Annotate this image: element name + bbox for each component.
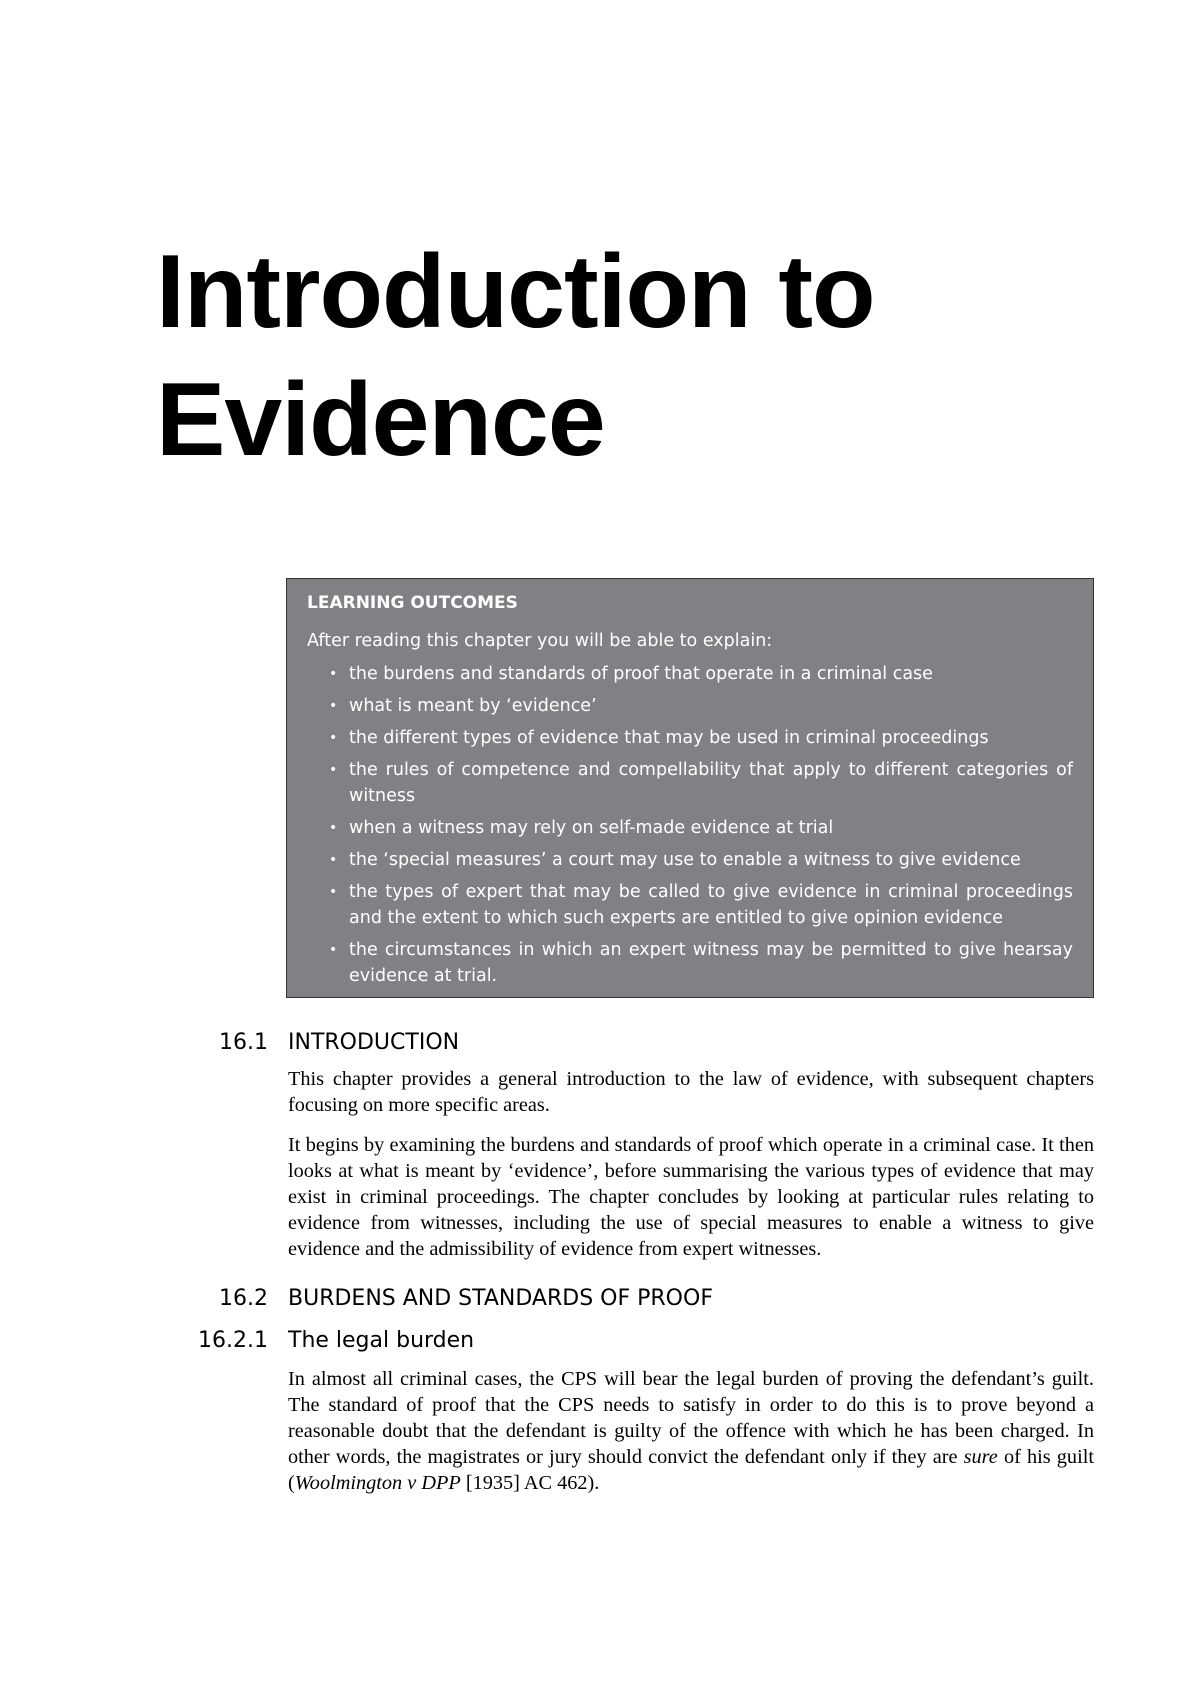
legal-burden-paragraph	[288, 1366, 1094, 1496]
section-number-16-2: 16.2	[219, 1286, 268, 1311]
section-heading-introduction: INTRODUCTION	[288, 1030, 460, 1055]
legal-burden-text-3: [1935] AC 462).	[460, 1472, 600, 1494]
section-heading-burdens-standards: BURDENS AND STANDARDS OF PROOF	[288, 1286, 713, 1311]
subsection-number-16-2-1: 16.2.1	[198, 1328, 268, 1353]
chapter-title	[156, 228, 1116, 484]
learning-outcome-item: • when a witness may rely on self-made evidence at trial	[329, 815, 1073, 841]
introduction-paragraph-2: It begins by examining the burdens and standards of proof which operate in a criminal case. It then looks at what is meant by ‘evidence’, before summarising the various types of evidence that may exist in criminal proceedings. The chapter concludes by looking at particular rules relating to evidence from witnesses, including the use of special measures to enable a witness to give evidence and the admissibility of evidence from expert witnesses.	[288, 1134, 1094, 1260]
learning-outcome-item: • the burdens and standards of proof that operate in a criminal case	[329, 661, 1073, 687]
introduction-paragraph-1: This chapter provides a general introduction to the law of evidence, with subsequent chapters focusing on more specific areas.	[288, 1068, 1094, 1116]
chapter-title-line-1: Introduction to	[156, 234, 875, 350]
legal-burden-text-1: In almost all criminal cases, the CPS will bear the legal burden of proving the defendant’s guilt. The standard of proof that the CPS needs to satisfy in order to do this is to prove beyond a reasonable doubt that the defendant is guilty of the offence with which he has been charged. In other words, the magistrates or jury should convict the defendant only if they are	[288, 1368, 1094, 1468]
learning-outcome-item: • the different types of evidence that may be used in criminal proceedings	[329, 725, 1073, 751]
section-number-16-1: 16.1	[219, 1030, 268, 1055]
learning-outcomes-box	[286, 578, 1094, 998]
emphasis-sure: sure	[963, 1446, 998, 1468]
learning-outcomes-list	[307, 661, 1073, 989]
case-citation-name: Woolmington v DPP	[294, 1472, 461, 1494]
learning-outcomes-intro: After reading this chapter you will be able to explain:	[307, 631, 773, 651]
learning-outcome-item: • the types of expert that may be called to give evidence in criminal proceedings and the extent to which such experts are entitled to give opinion evidence	[329, 879, 1073, 931]
learning-outcomes-heading: LEARNING OUTCOMES	[307, 593, 518, 613]
chapter-title-line-2: Evidence	[156, 362, 605, 478]
learning-outcome-item: • the ‘special measures’ a court may use to enable a witness to give evidence	[329, 847, 1073, 873]
learning-outcome-item: • the rules of competence and compellability that apply to different categories of witness	[329, 757, 1073, 809]
learning-outcome-item: • the circumstances in which an expert witness may be permitted to give hearsay evidence at trial.	[329, 937, 1073, 989]
legal-burden-text-2: of his guilt (	[288, 1446, 1094, 1494]
subsection-heading-legal-burden: The legal burden	[288, 1328, 475, 1353]
learning-outcome-item: • what is meant by ‘evidence’	[329, 693, 1073, 719]
